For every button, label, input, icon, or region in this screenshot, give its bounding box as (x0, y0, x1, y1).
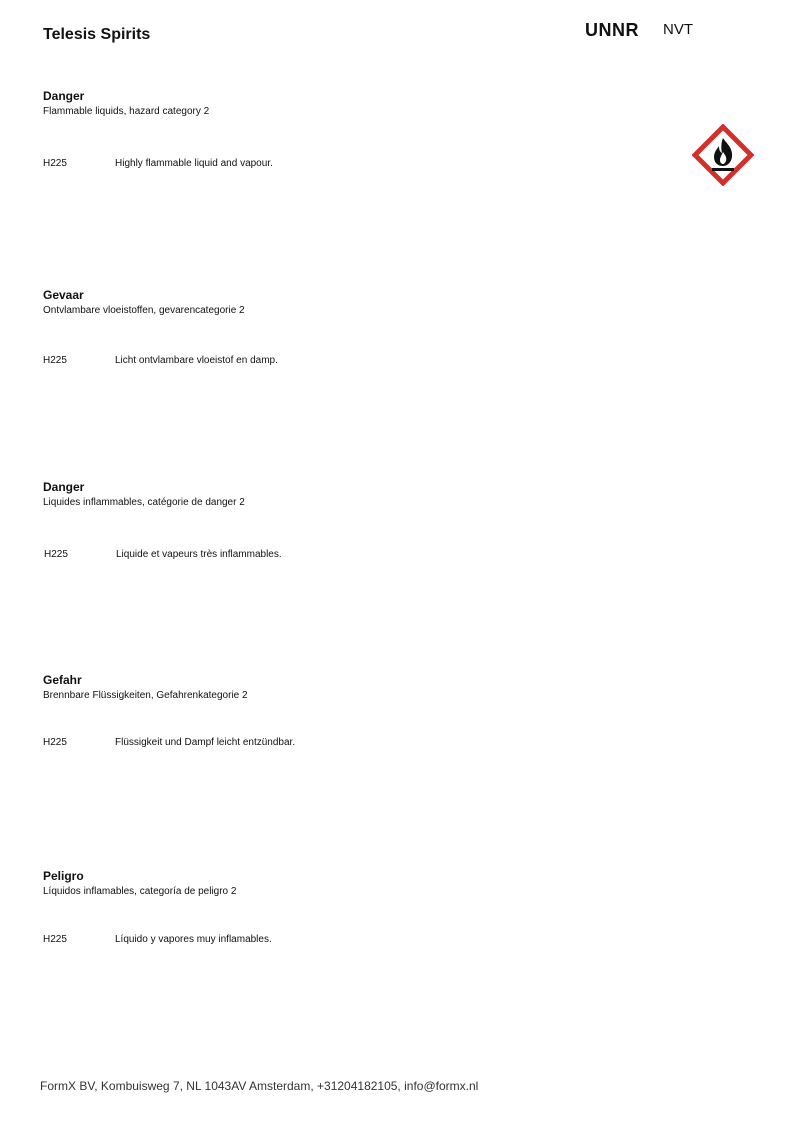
statement-text: Liquide et vapeurs très inflammables. (116, 549, 282, 560)
signal-word: Gevaar (43, 288, 84, 302)
statement-code: H225 (43, 934, 67, 945)
flame-icon (692, 124, 754, 186)
statement-code: H225 (43, 737, 67, 748)
statement-code: H225 (44, 549, 68, 560)
statement-text: Líquido y vapores muy inflamables. (115, 934, 272, 945)
statement-text: Highly flammable liquid and vapour. (115, 158, 273, 169)
hazard-section-es (43, 869, 663, 945)
signal-word: Danger (43, 89, 85, 103)
signal-word: Gefahr (43, 673, 82, 687)
product-name: Telesis Spirits (43, 26, 151, 43)
hazard-section-nl (43, 288, 663, 366)
signal-word: Peligro (43, 869, 84, 883)
statement-code: H225 (43, 355, 67, 366)
hazard-section-de (43, 673, 663, 748)
un-number-value: NVT (663, 21, 693, 38)
hazard-section-en (43, 89, 663, 169)
hazard-section-fr (43, 480, 663, 560)
signal-word: Danger (43, 480, 85, 494)
company-footer: FormX BV, Kombuisweg 7, NL 1043AV Amsterdam, +31204182105, info@formx.nl (40, 1079, 479, 1093)
un-number-label: UNNR (585, 20, 639, 40)
statement-text: Licht ontvlambare vloeistof en damp. (115, 355, 278, 366)
statement-code: H225 (43, 158, 67, 169)
hazard-category: Líquidos inflamables, categoría de peligro 2 (43, 886, 237, 897)
hazard-category: Ontvlambare vloeistoffen, gevarencategorie 2 (43, 305, 245, 316)
statement-text: Flüssigkeit und Dampf leicht entzündbar. (115, 737, 296, 748)
hazard-category: Flammable liquids, hazard category 2 (43, 106, 210, 117)
hazard-category: Brennbare Flüssigkeiten, Gefahrenkategorie 2 (43, 690, 248, 701)
hazard-category: Liquides inflammables, catégorie de danger 2 (43, 497, 245, 508)
